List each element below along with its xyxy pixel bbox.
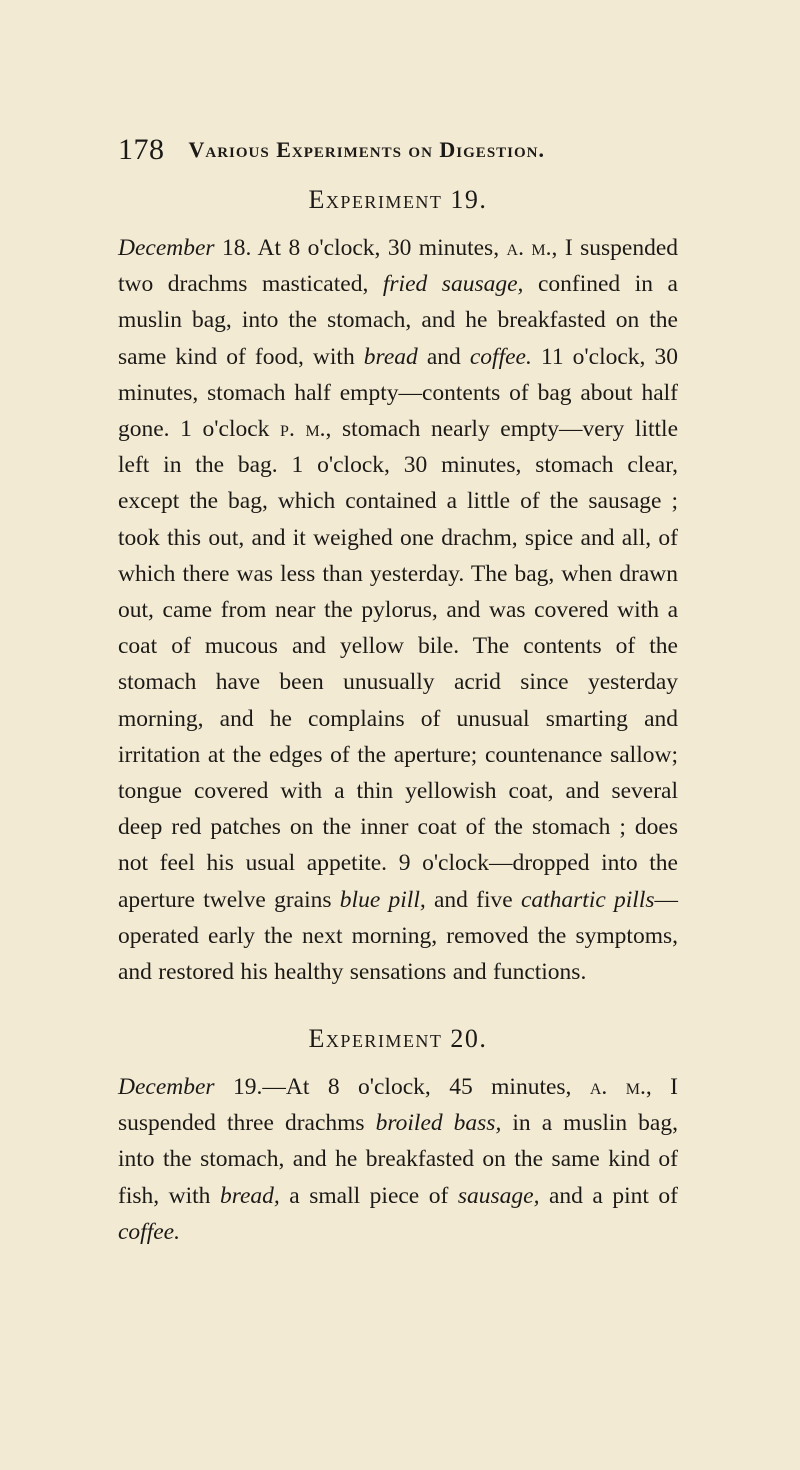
medicine-blue-pill: blue pill,: [339, 886, 426, 913]
medicine-cathartic-pills: cathartic pills: [520, 886, 655, 913]
date-month: December: [118, 235, 215, 261]
running-head: [118, 133, 678, 167]
running-head-title: Various Experiments on Digestion.: [188, 137, 546, 162]
experiment-19-paragraph: December 18. At 8 o'clock, 30 minutes, a. m., I suspended two drachms masticated, fried sausage, confined in a muslin bag, into the stomach, and he breakfasted on the same kind of food, with bread and coffee. 11 o'clock, 30 minutes, stomach half empty—contents of bag about half gone. 1 o'clock p. m., stomach nearly empty—very little left in the bag. 1 o'clock, 30 minutes, stomach clear, except the bag, which contained a little of the sausage ; took this out, and it weighed one drachm, spice and all, of which there was less than yesterday. The bag, when drawn out, came from near the pylorus, and was covered with a coat of mucous and yellow bile. The contents of the stomach have been unusually acrid since yesterday morning, and he complains of unusual smarting and irritation at the edges of the aperture; countenance sallow; tongue covered with a thin yellowish coat, and several deep red patches on the inner coat of the stomach ; does not feel his usual appetite. 9 o'clock—dropped into the aperture twelve grains blue pill, and five cathartic pills—operated early the next morning, removed the symptoms, and restored his healthy sensations and functions.: [118, 235, 679, 986]
date-month: December: [118, 1074, 215, 1100]
experiment-20-heading: Experiment 20.: [308, 1024, 488, 1053]
food-sausage: sausage,: [457, 1182, 540, 1209]
time-pm: p. m.: [280, 416, 326, 443]
experiment-20-section: [118, 1024, 678, 1250]
time-am: a. m.: [506, 235, 552, 261]
food-broiled-bass: broiled bass,: [375, 1110, 502, 1137]
experiment-19-heading: Experiment 19.: [308, 185, 488, 214]
time-am: a. m.: [589, 1074, 646, 1100]
experiment-20-paragraph: December 19.—At 8 o'clock, 45 minutes, a. m., I suspended three drachms broiled bass, in a muslin bag, into the stomach, and he breakfasted on the same kind of fish, with bread, a small piece of sausage, and a pint of coffee.: [118, 1074, 679, 1245]
food-bread: bread,: [219, 1182, 280, 1209]
food-coffee: coffee.: [469, 343, 532, 370]
page-number: 178: [118, 133, 165, 166]
food-bread: bread: [363, 343, 418, 370]
food-fried-sausage: fried sausage,: [382, 271, 524, 298]
food-coffee: coffee.: [118, 1218, 180, 1245]
experiment-19-section: [118, 185, 678, 990]
